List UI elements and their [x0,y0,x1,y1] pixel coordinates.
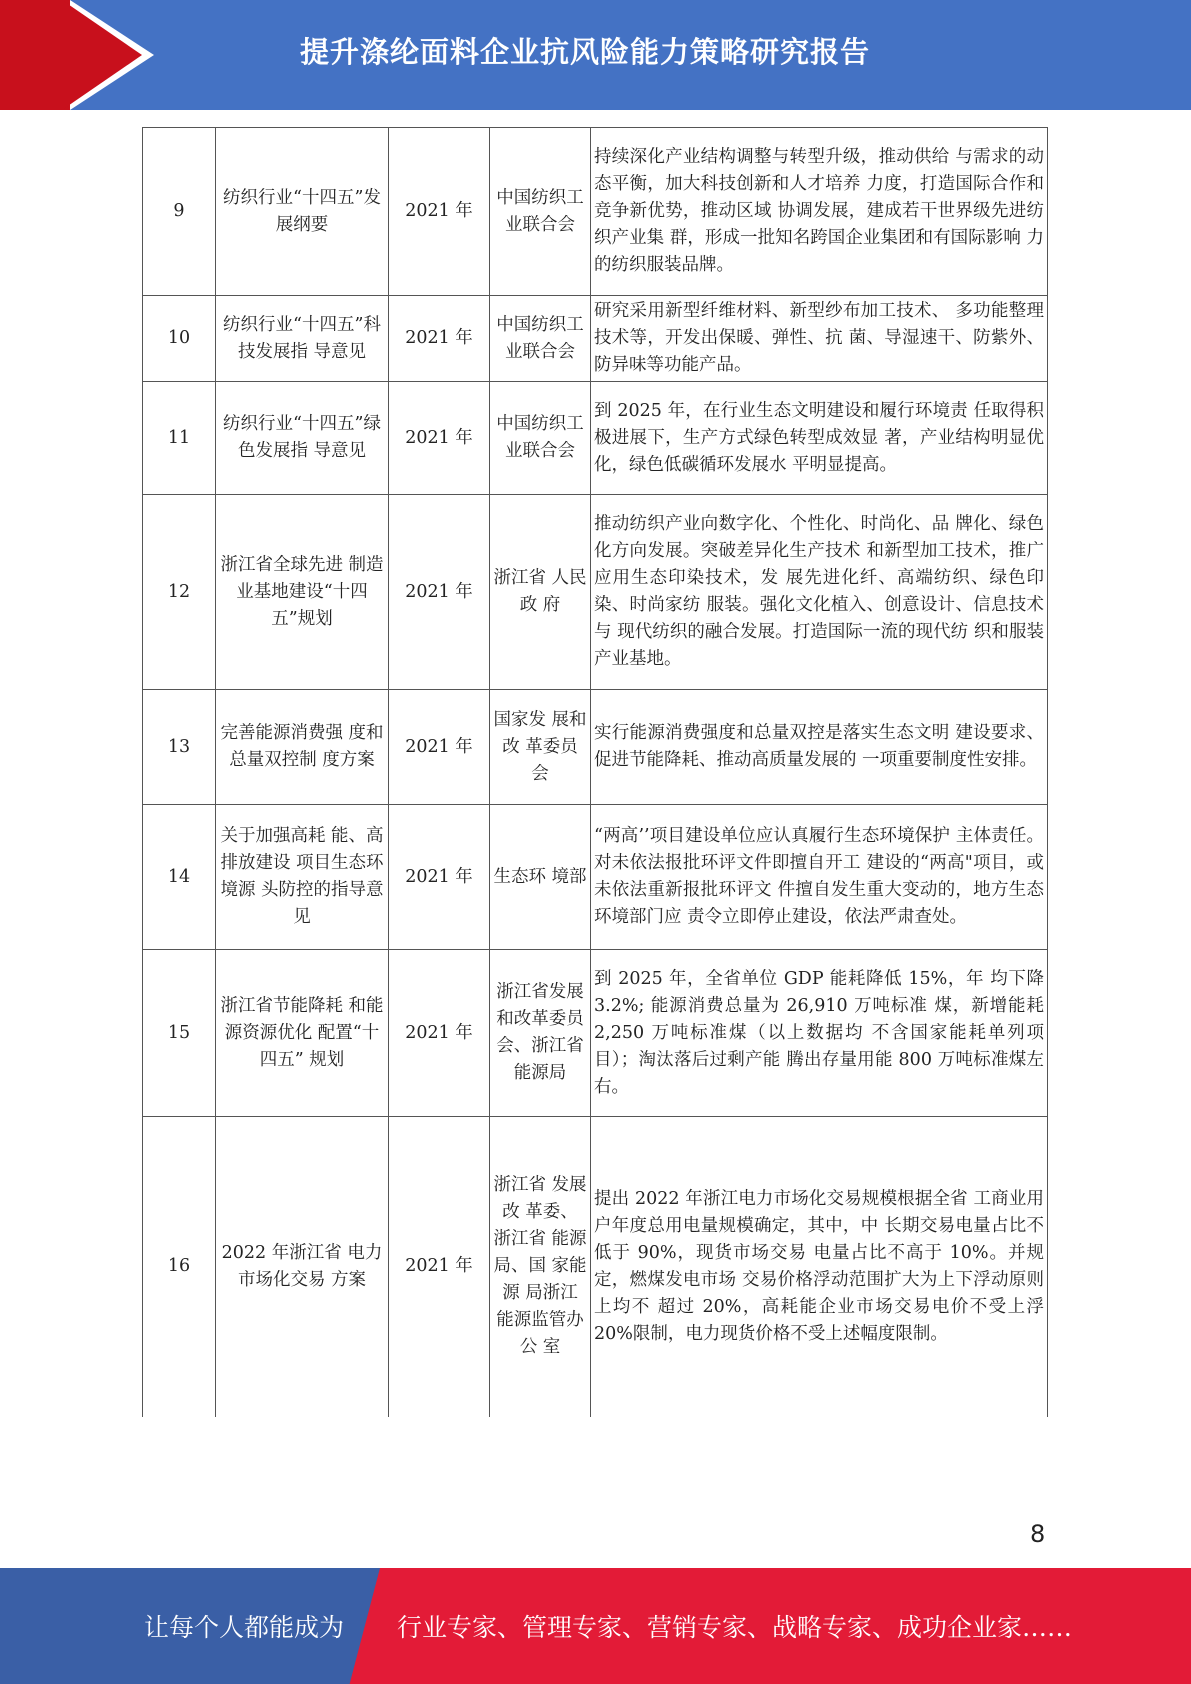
policy-content: 研究采用新型纤维材料、新型纱布加工技术、 多功能整理技术等，开发出保暖、弹性、抗 菌、导湿速干、防紫外、防异味等功能产品。 [591,296,1048,382]
issuing-org: 生态环 境部 [490,805,591,950]
table-row [143,1117,1048,1417]
policy-year: 2021 年 [389,495,490,690]
policy-content: 提出 2022 年浙江电力市场化交易规模根据全省 工商业用户年度总用电量规模确定，其中，中 长期交易电量占比不低于 90%，现货市场交易 电量占比不高于 10%。并规定，燃煤发电市场 交易价格浮动范围扩大为上下浮动原则上均不 超过 20%，高耗能企业市场交易电价不受上浮 20%限制，电力现货价格不受上述幅度限制。 [591,1117,1048,1417]
issuing-org: 中国纺织工业联合会 [490,296,591,382]
table-row [143,950,1048,1117]
policy-name: 纺织行业“十四五”发展纲要 [216,128,389,296]
table-row [143,128,1048,296]
row-number: 16 [143,1117,216,1417]
row-number: 9 [143,128,216,296]
table-row [143,805,1048,950]
header-red-block [0,0,70,110]
table-row [143,382,1048,495]
issuing-org: 浙江省发展和改革委员会、浙江省能源局 [490,950,591,1117]
footer-slogan-right: 行业专家、管理专家、营销专家、战略专家、成功企业家…… [397,1613,1073,1642]
issuing-org: 国家发 展和改 革委员 会 [490,690,591,805]
policy-content: 持续深化产业结构调整与转型升级，推动供给 与需求的动态平衡，加大科技创新和人才培养 力度，打造国际合作和竞争新优势，推动区域 协调发展，建成若干世界级先进纺织产业集 群，形成一批知名跨国企业集团和有国际影响 力的纺织服装品牌。 [591,128,1048,296]
page-header [0,0,1191,110]
row-number: 10 [143,296,216,382]
policy-year: 2021 年 [389,805,490,950]
policy-year: 2021 年 [389,1117,490,1417]
page-title: 提升涤纶面料企业抗风险能力策略研究报告 [300,35,871,69]
policy-content: “两高’’项目建设单位应认真履行生态环境保护 主体责任。对未依法报批环评文件即擅自开工 建设的“两高"项目，或未依法重新报批环评文 件擅自发生重大变动的，地方生态环境部门应 责令立即停止建设，依法严肃查处。 [591,805,1048,950]
policy-content: 实行能源消费强度和总量双控是落实生态文明 建设要求、促进节能降耗、推动高质量发展的 一项重要制度性安排。 [591,690,1048,805]
policy-year: 2021 年 [389,690,490,805]
row-number: 12 [143,495,216,690]
policy-year: 2021 年 [389,128,490,296]
policy-year: 2021 年 [389,296,490,382]
row-number: 11 [143,382,216,495]
policy-content: 到 2025 年，在行业生态文明建设和履行环境责 任取得积极进展下，生产方式绿色转型成效显 著，产业结构明显优化，绿色低碳循环发展水 平明显提高。 [591,382,1048,495]
policy-name: 纺织行业“十四五”绿色发展指 导意见 [216,382,389,495]
table-row [143,296,1048,382]
row-number: 14 [143,805,216,950]
table-row [143,495,1048,690]
page-footer [0,1568,1191,1684]
policy-name: 浙江省全球先进 制造业基地建设“十四五”规划 [216,495,389,690]
header-chevron-red-icon [62,0,142,110]
policy-content: 推动纺织产业向数字化、个性化、时尚化、品 牌化、绿色化方向发展。突破差异化生产技术 和新型加工技术，推广应用生态印染技术，发 展先进化纤、高端纺织、绿色印染、时尚家纺 服装。强化文化植入、创意设计、信息技术与 现代纺织的融合发展。打造国际一流的现代纺 织和服装产业基地。 [591,495,1048,690]
policy-content: 到 2025 年，全省单位 GDP 能耗降低 15%，年 均下降 3.2%; 能源消费总量为 26,910 万吨标准 煤，新增能耗 2,250 万吨标准煤（以上数据均 不含国家能耗单列项目）；淘汰落后过剩产能 腾出存量用能 800 万吨标准煤左右。 [591,950,1048,1117]
policy-year: 2021 年 [389,382,490,495]
policy-name: 浙江省节能降耗 和能源资源优化 配置“十四五” 规划 [216,950,389,1117]
issuing-org: 浙江省 发展改 革委、 浙江省 能源局、国 家能源 局浙江 能源监管办公 室 [490,1117,591,1417]
table-row [143,690,1048,805]
policy-name: 2022 年浙江省 电力市场化交易 方案 [216,1117,389,1417]
policy-name: 关于加强高耗 能、高排放建设 项目生态环境源 头防控的指导意 见 [216,805,389,950]
policy-name: 完善能源消费强 度和总量双控制 度方案 [216,690,389,805]
page-number: 8 [1030,1520,1046,1548]
row-number: 15 [143,950,216,1117]
issuing-org: 浙江省 人民政 府 [490,495,591,690]
row-number: 13 [143,690,216,805]
policy-name: 纺织行业“十四五”科技发展指 导意见 [216,296,389,382]
footer-slogan-left: 让每个人都能成为 [144,1613,345,1642]
issuing-org: 中国纺织工业联合会 [490,128,591,296]
issuing-org: 中国纺织工业联合会 [490,382,591,495]
policy-year: 2021 年 [389,950,490,1117]
policy-table [142,127,1048,1417]
